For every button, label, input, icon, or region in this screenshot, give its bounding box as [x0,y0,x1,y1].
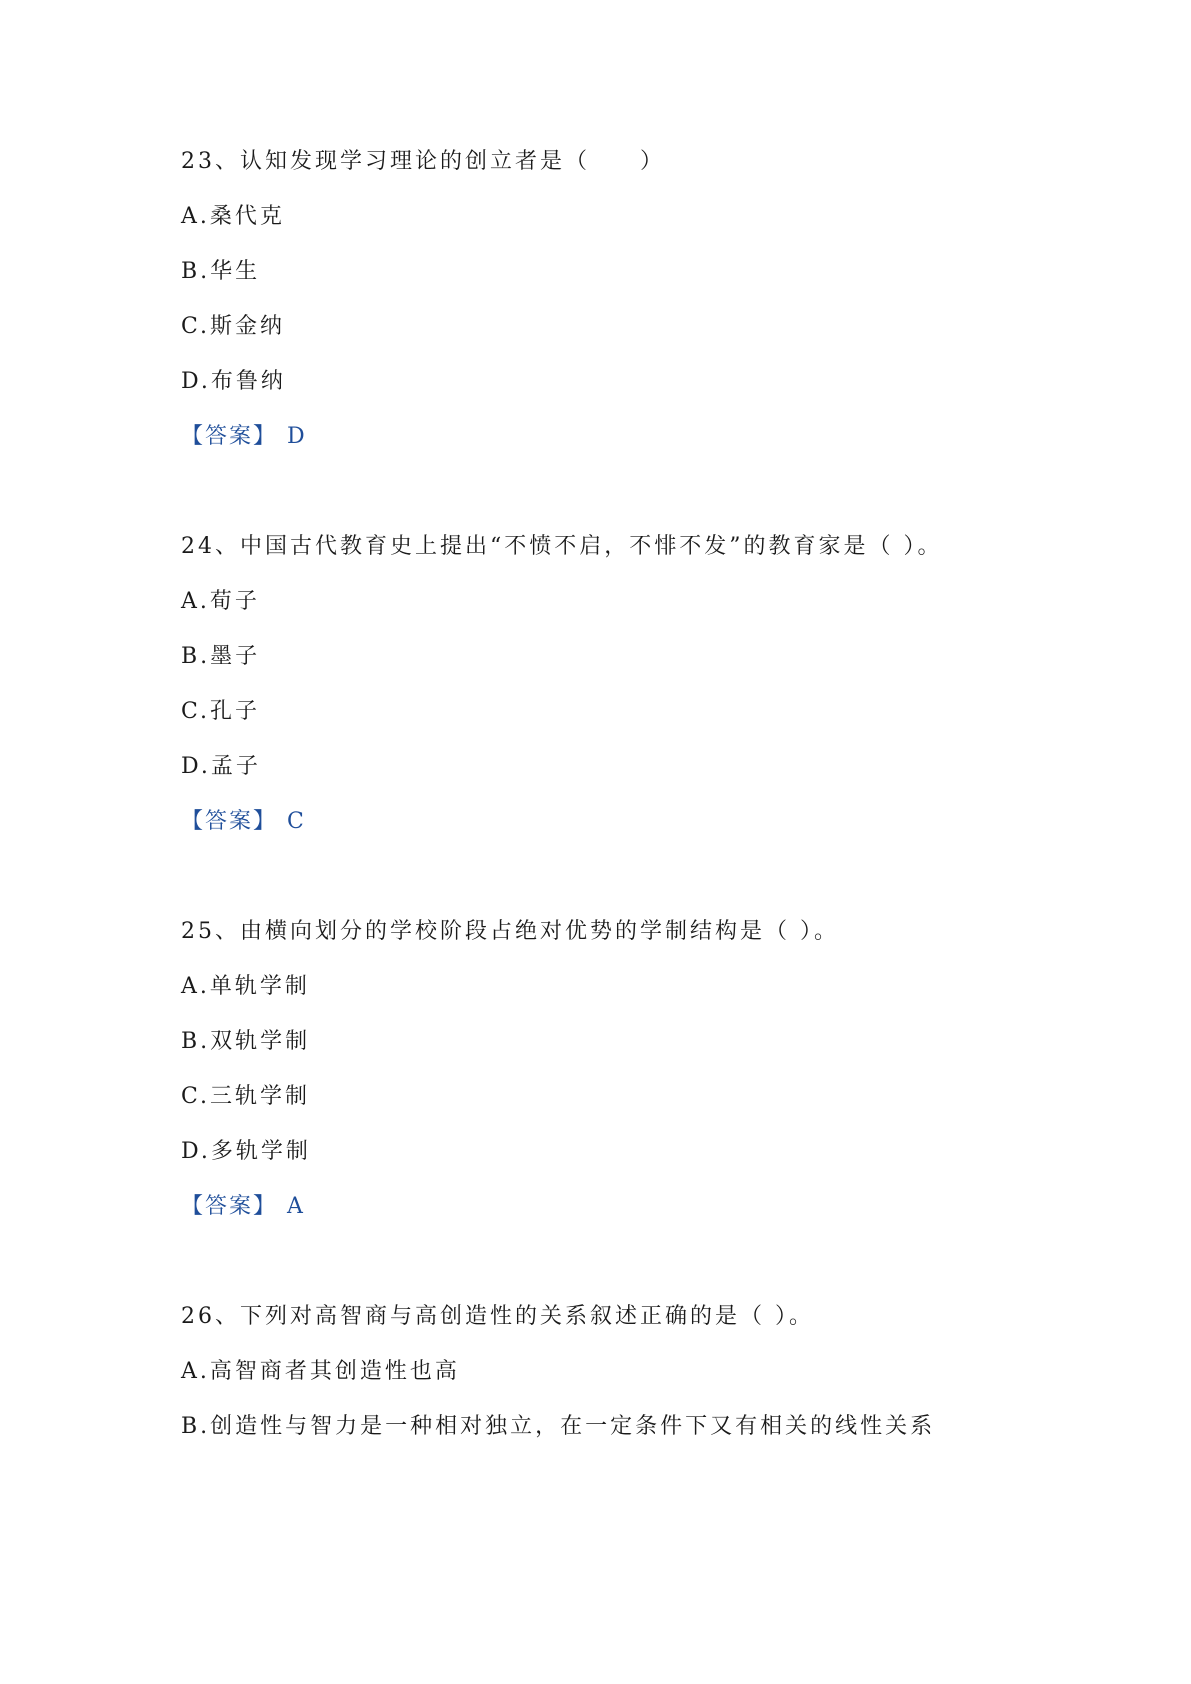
question-23-answer [181,422,308,452]
question-23-option-d: D.布鲁纳 [181,369,286,394]
question-25-option-d: D.多轨学制 [181,1139,311,1164]
question-23-option-a: A.桑代克 [181,204,285,229]
answer-tag: 【答案】 [181,809,278,834]
question-25-stem: 25、由横向划分的学校阶段占绝对优势的学制结构是（ ）。 [181,919,839,944]
question-26-option-b: B.创造性与智力是一种相对独立，在一定条件下又有相关的线性关系 [181,1414,936,1439]
question-24-option-a: A.荀子 [181,589,260,614]
document-page [181,0,1081,1684]
answer-value: D [287,424,308,449]
question-25-option-a: A.单轨学制 [181,974,310,999]
answer-value: C [287,809,307,834]
question-24-option-b: B.墨子 [181,644,261,669]
question-24-answer [181,807,307,837]
answer-tag: 【答案】 [181,1194,278,1219]
question-24-stem: 24、中国古代教育史上提出“不愤不启，不悱不发”的教育家是（ ）。 [181,534,943,559]
answer-value: A [287,1194,306,1219]
question-26-stem: 26、下列对高智商与高创造性的关系叙述正确的是（ ）。 [181,1304,814,1329]
question-25-option-c: C.三轨学制 [181,1084,311,1109]
answer-tag: 【答案】 [181,424,278,449]
question-25-answer [181,1192,306,1222]
question-24-option-d: D.孟子 [181,754,261,779]
question-26-option-a: A.高智商者其创造性也高 [181,1359,460,1384]
question-23-option-b: B.华生 [181,259,261,284]
question-23-stem: 23、认知发现学习理论的创立者是（ ） [181,149,665,174]
question-25-option-b: B.双轨学制 [181,1029,311,1054]
question-23-option-c: C.斯金纳 [181,314,286,339]
question-24-option-c: C.孔子 [181,699,261,724]
